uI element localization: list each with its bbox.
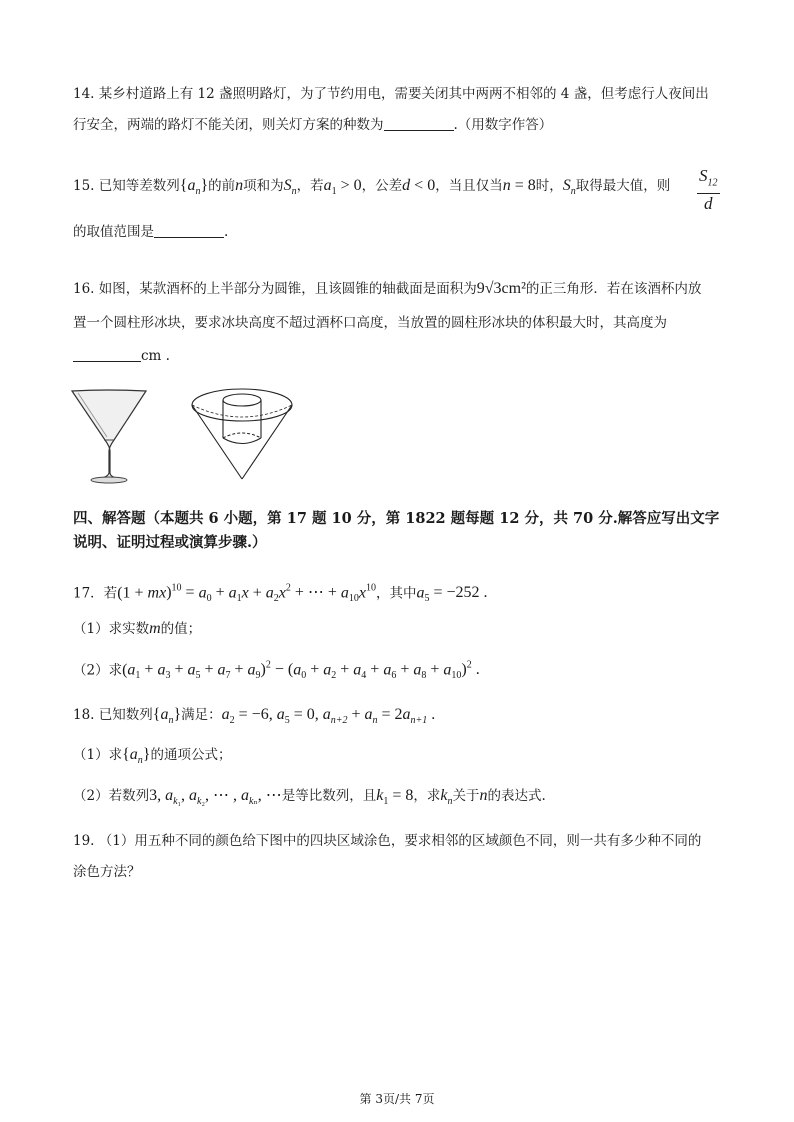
q15-fraction: $\frac{S_{12}}{d}$: [699, 166, 718, 214]
q16-answer-blank: [73, 347, 141, 362]
q15-line1: 15. 已知等差数列$\{a_n\}$的前n项和为$S_n$，若$a_1 > 0$，公差d < 0，当且仅当n = 8时，$S_n$取得最大值，则: [73, 177, 671, 198]
q16-line2: 置一个圆柱形冰块，要求冰块高度不超过酒杯口高度，当放置的圆柱形冰块的体积最大时，其高度为: [73, 315, 667, 331]
q17-part2: （2）求$(a_1 + a_3 + a_5 + a_7 + a_9)^2 - (a_0 + a_2 + a_4 + a_6 + a_8 + a_{10})^2$ .: [73, 660, 480, 682]
q19-line1: 19. （1）用五种不同的颜色给下图中的四块区域涂色，要求相邻的区域颜色不同，则一共有多少种不同的: [73, 833, 702, 849]
q15-answer-blank: [154, 223, 224, 238]
q18-part2: （2）若数列3, $a_{k_1}$, $a_{k_2}$, ⋯ , $a_{k_n}$, ⋯是等比数列，且$k_1 = 8$，求$k_n$关于n的表达式.: [73, 787, 546, 808]
q16-line1: 16. 如图，某款酒杯的上半部分为圆锥，且该圆锥的轴截面是面积为9√3cm²的正三角形．若在该酒杯内放: [73, 280, 702, 297]
q15-line2: 的取值范围是 .: [73, 224, 229, 240]
q18-part1: （1）求$\{a_n\}$的通项公式；: [73, 746, 232, 767]
q17-statement: 17．若$(1 + mx)^{10} = a_0 + a_1x + a_2x^2$ + ⋯ + $a_{10}x^{10}$，其中$a_5 = -252$ .: [73, 583, 488, 605]
section-header-line1: 四、解答题（本题共 6 小题，第 17 题 10 分，第 1822 题每题 12 分，共 70 分.解答应写出文字: [73, 510, 720, 527]
q18-statement: 18. 已知数列$\{a_n\}$满足：$a_2 = -6$, $a_5 = 0$, $a_{n+2} + a_n = 2a_{n+1}$ .: [73, 706, 436, 727]
q17-part1: （1）求实数m的值；: [73, 620, 202, 637]
q14-answer-blank: [384, 116, 454, 131]
q14-line1: 14. 某乡村道路上有 12 盏照明路灯，为了节约用电，需要关闭其中两两不相邻的 4 盏，但考虑行人夜间出: [73, 86, 709, 102]
page-footer: 第 3页/共 7页: [359, 1092, 435, 1106]
q14-line2: 行安全，两端的路灯不能关闭，则关灯方案的种数为 .（用数字作答）: [73, 117, 553, 133]
wine-glass-image: [68, 385, 150, 485]
cone-cylinder-diagram: [187, 383, 297, 483]
q19-line2: 涂色方法？: [73, 864, 141, 880]
section-header-line2: 说明、证明过程或演算步骤.）: [73, 534, 267, 551]
q16-line3: cm .: [73, 346, 170, 366]
